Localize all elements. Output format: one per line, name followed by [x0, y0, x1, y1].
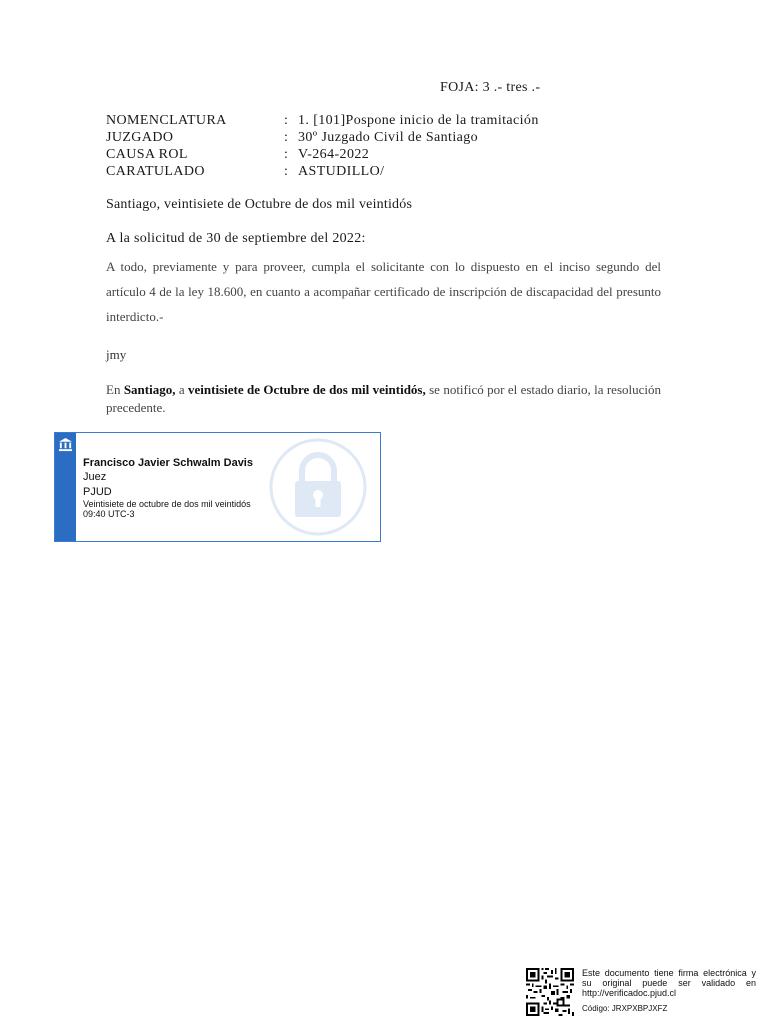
- resolution-body: A todo, previamente y para proveer, cumpla el solicitante con lo dispuesto en el inciso segundo del artículo 4 de la ley 18.600, en cuanto a acompañar certificado de inscripción de discapacidad del presunto interdicto.-: [106, 259, 661, 324]
- notification-suffix: se notificó por el estado diario, la resolución precedente.: [106, 382, 662, 415]
- meta-separator: :: [284, 164, 289, 179]
- signature-date: Veintisiete de octubre de dos mil veintidós: [83, 499, 251, 509]
- notification-mid: a: [178, 382, 185, 397]
- meta-label: CAUSA ROL: [106, 147, 188, 162]
- courthouse-icon: [58, 437, 73, 452]
- meta-label: JUZGADO: [106, 130, 174, 145]
- request-heading: A la solicitud de 30 de septiembre del 2022:: [106, 231, 366, 246]
- meta-row-nomenclatura: [106, 113, 539, 129]
- meta-separator: :: [284, 130, 289, 145]
- lock-icon: [268, 437, 368, 537]
- clerk-initials: jmy: [106, 347, 127, 362]
- signer-institution: PJUD: [83, 486, 112, 498]
- meta-separator: :: [284, 113, 289, 128]
- qr-code-icon: [526, 968, 574, 1016]
- meta-row-juzgado: [106, 130, 478, 146]
- notification-prefix: En: [106, 382, 121, 397]
- notification-place: Santiago,: [123, 382, 176, 397]
- meta-value: 1. [101]Pospone inicio de la tramitación: [298, 113, 539, 128]
- signature-side-bar: [55, 433, 76, 541]
- meta-row-caratulado: [106, 164, 384, 180]
- notification-date: veintisiete de Octubre de dos mil veintidós,: [188, 382, 426, 397]
- meta-label: NOMENCLATURA: [106, 113, 227, 128]
- meta-label: CARATULADO: [106, 164, 205, 179]
- meta-separator: :: [284, 147, 289, 162]
- verification-note: Este documento tiene firma electrónica y su original puede ser validado en http://verificadoc.pjud.cl: [582, 968, 756, 998]
- meta-value: V-264-2022: [298, 147, 370, 162]
- meta-value: ASTUDILLO/: [298, 164, 385, 179]
- meta-row-causa-rol: [106, 147, 369, 163]
- foja-header: FOJA: 3 .- tres .-: [440, 80, 541, 95]
- meta-value: 30º Juzgado Civil de Santiago: [298, 130, 479, 145]
- signer-name: Francisco Javier Schwalm Davis: [83, 457, 253, 469]
- signature-time: 09:40 UTC-3: [83, 509, 135, 519]
- verification-code: Código: JRXPXBPJXFZ: [582, 1004, 668, 1013]
- signer-role: Juez: [83, 471, 107, 483]
- signature-block: [54, 432, 381, 542]
- notification-paragraph: [106, 381, 661, 417]
- resolution-date: Santiago, veintisiete de Octubre de dos mil veintidós: [106, 197, 413, 212]
